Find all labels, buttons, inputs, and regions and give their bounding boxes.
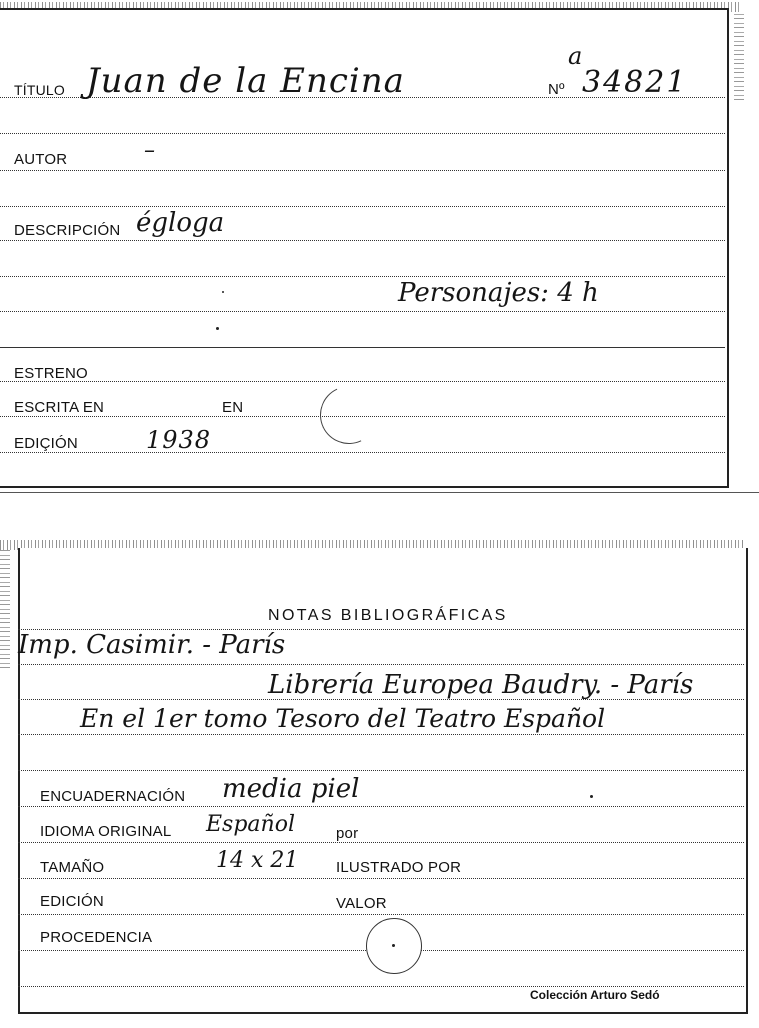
rule <box>18 734 744 735</box>
coleccion-footer: Colección Arturo Sedó <box>530 988 660 1002</box>
escrita-en-label: ESCRITA EN <box>14 399 105 416</box>
descripcion-label: DESCRIPCIÓN <box>14 222 121 239</box>
rule <box>18 878 744 879</box>
ilustrado-label: ILUSTRADO POR <box>336 859 462 876</box>
autor-value: – <box>144 138 155 163</box>
idioma-value: Español <box>206 812 295 837</box>
edicion-bottom-label: EDICIÓN <box>40 893 104 910</box>
rule <box>18 770 744 771</box>
procedencia-label: PROCEDENCIA <box>40 929 153 946</box>
titulo-label: TÍTULO <box>14 82 65 98</box>
autor-label: AUTOR <box>14 151 68 168</box>
valor-label: VALOR <box>336 895 387 912</box>
en-label: EN <box>222 399 244 416</box>
speck <box>216 327 219 330</box>
note-line-1: Imp. Casimir. - París <box>18 630 286 660</box>
rule <box>0 311 725 312</box>
rule <box>18 806 744 807</box>
encuadernacion-value: media piel <box>222 774 360 804</box>
rule <box>0 133 725 134</box>
rule <box>0 347 725 348</box>
tamano-value: 14 x 21 <box>216 848 299 873</box>
speck <box>392 944 395 947</box>
rule <box>18 664 744 665</box>
bottom-card-edge-noise <box>0 548 10 668</box>
por-label: por <box>336 825 359 842</box>
rule <box>0 276 725 277</box>
encuadernacion-label: ENCUADERNACIÓN <box>40 788 186 805</box>
numero-suffix: a <box>568 42 583 70</box>
rule <box>18 914 744 915</box>
note-line-2: Librería Europea Baudry. - París <box>268 670 694 700</box>
speck <box>590 795 593 798</box>
rule <box>0 240 725 241</box>
rule <box>18 842 744 843</box>
descripcion-value: égloga <box>136 208 225 238</box>
numero-value: 34821 <box>582 65 688 100</box>
numero-label: Nº <box>548 81 565 98</box>
note-line-3: En el 1er tomo Tesoro del Teatro Español <box>80 704 606 733</box>
idioma-label: IDIOMA ORIGINAL <box>40 823 172 840</box>
rule <box>0 206 725 207</box>
personajes-value: Personajes: 4 h <box>398 278 599 308</box>
notas-heading: NOTAS BIBLIOGRÁFICAS <box>268 607 508 624</box>
rule <box>0 452 725 453</box>
card-divider <box>0 492 759 493</box>
rule <box>0 381 725 382</box>
speck <box>222 291 224 293</box>
titulo-value: Juan de la Encina <box>86 61 405 101</box>
edicion-label: EDIÇIÓN <box>14 435 78 452</box>
edicion-value: 1938 <box>146 426 212 454</box>
rule <box>0 170 725 171</box>
top-card-edge-noise <box>734 10 744 100</box>
estreno-label: ESTRENO <box>14 365 88 382</box>
rule <box>18 986 744 987</box>
tamano-label: TAMAÑO <box>40 859 105 876</box>
